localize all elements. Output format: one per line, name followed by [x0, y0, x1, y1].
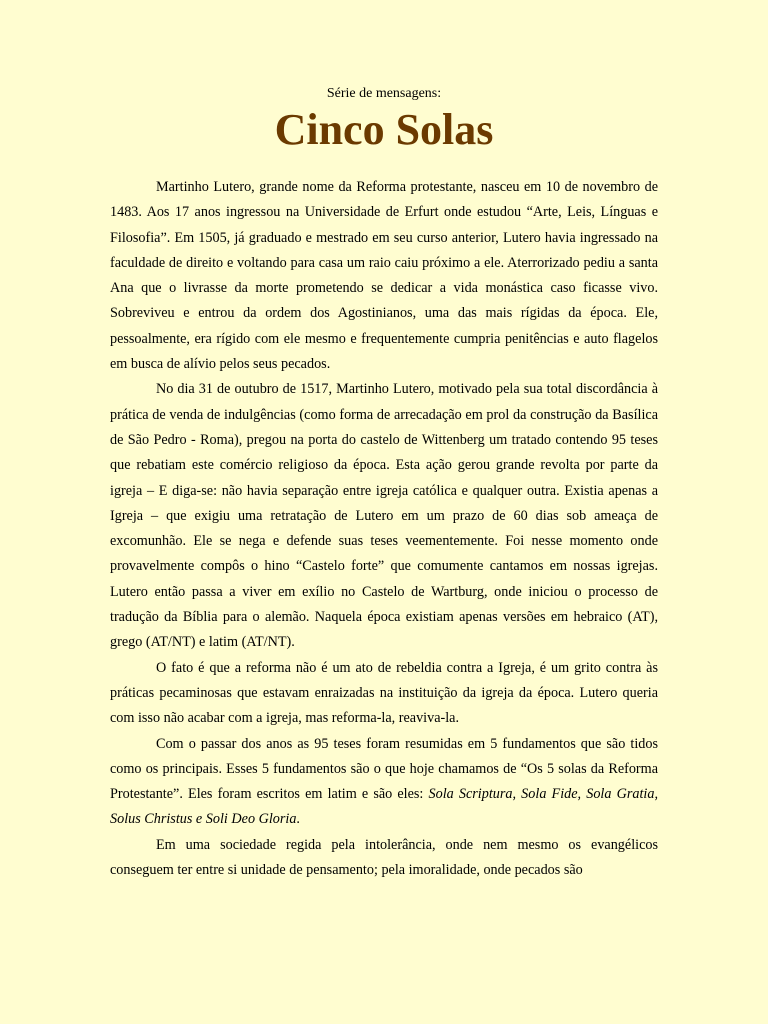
- document-body: [110, 175, 658, 883]
- series-subtitle: Série de mensagens:: [326, 86, 442, 101]
- page-title: Cinco Solas: [274, 105, 494, 154]
- paragraph-2: No dia 31 de outubro de 1517, Martinho Lutero, motivado pela sua total discordância à prática de venda de indulgências (como forma de arrecadação em prol da construção da Basílica de São Pedro - Roma), pregou na porta do castelo de Wittenberg um tratado contendo 95 teses que rebatiam este comércio religioso da época. Esta ação gerou grande revolta por parte da igreja – E diga-se: não havia separação entre igreja católica e qualquer outra. Existia apenas a Igreja – que exigiu uma retratação de Lutero em um prazo de 60 dias sob ameaça de excomunhão. Ele se nega e defende suas teses veementemente. Foi nesse momento onde provavelmente compôs o hino “Castelo forte” que comumente cantamos em nossas igrejas. Lutero então passa a viver em exílio no Castelo de Wartburg, onde iniciou o processo de tradução da Bíblia para o alemão. Naquela época existiam apenas versões em hebraico (AT), grego (AT/NT) e latim (AT/NT).: [110, 381, 658, 651]
- paragraph-4-text: Com o passar dos anos as 95 teses foram resumidas em 5 fundamentos que são tidos como os principais. Esses 5 fundamentos são o que hoje chamamos de “Os 5 solas da Reforma Protestante”. Eles foram escritos em latim e são eles:: [110, 735, 658, 803]
- paragraph-4-end: .: [296, 811, 300, 828]
- paragraph-5: Em uma sociedade regida pela intolerância, onde nem mesmo os evangélicos conseguem ter entre si unidade de pensamento; pela imoralidade, onde pecados são: [110, 836, 658, 879]
- paragraph-3: O fato é que a reforma não é um ato de rebeldia contra a Igreja, é um grito contra às práticas pecaminosas que estavam enraizadas na instituição da igreja da época. Lutero queria com isso não acabar com a igreja, mas reforma-la, reaviva-la.: [110, 659, 658, 727]
- paragraph-4-solas: Sola Scriptura, Sola Fide, Sola Gratia, Solus Christus e Soli Deo Gloria: [110, 786, 658, 828]
- paragraph-4: [110, 732, 658, 833]
- paragraph-1: Martinho Lutero, grande nome da Reforma protestante, nasceu em 10 de novembro de 1483. Aos 17 anos ingressou na Universidade de Erfurt onde estudou “Arte, Leis, Línguas e Filosofia”. Em 1505, já graduado e mestrado em seu curso anterior, Lutero havia ingressado na faculdade de direito e voltando para casa um raio caiu próximo a ele. Aterrorizado pediu a santa Ana que o livrasse da morte prometendo se dedicar a vida monástica caso ficasse vivo. Sobreviveu e entrou da ordem dos Agostinianos, uma das mais rígidas da época. Ele, pessoalmente, era rígido com ele mesmo e frequentemente cumpria penitências e auto flagelos em busca de alívio pelos seus pecados.: [110, 179, 658, 373]
